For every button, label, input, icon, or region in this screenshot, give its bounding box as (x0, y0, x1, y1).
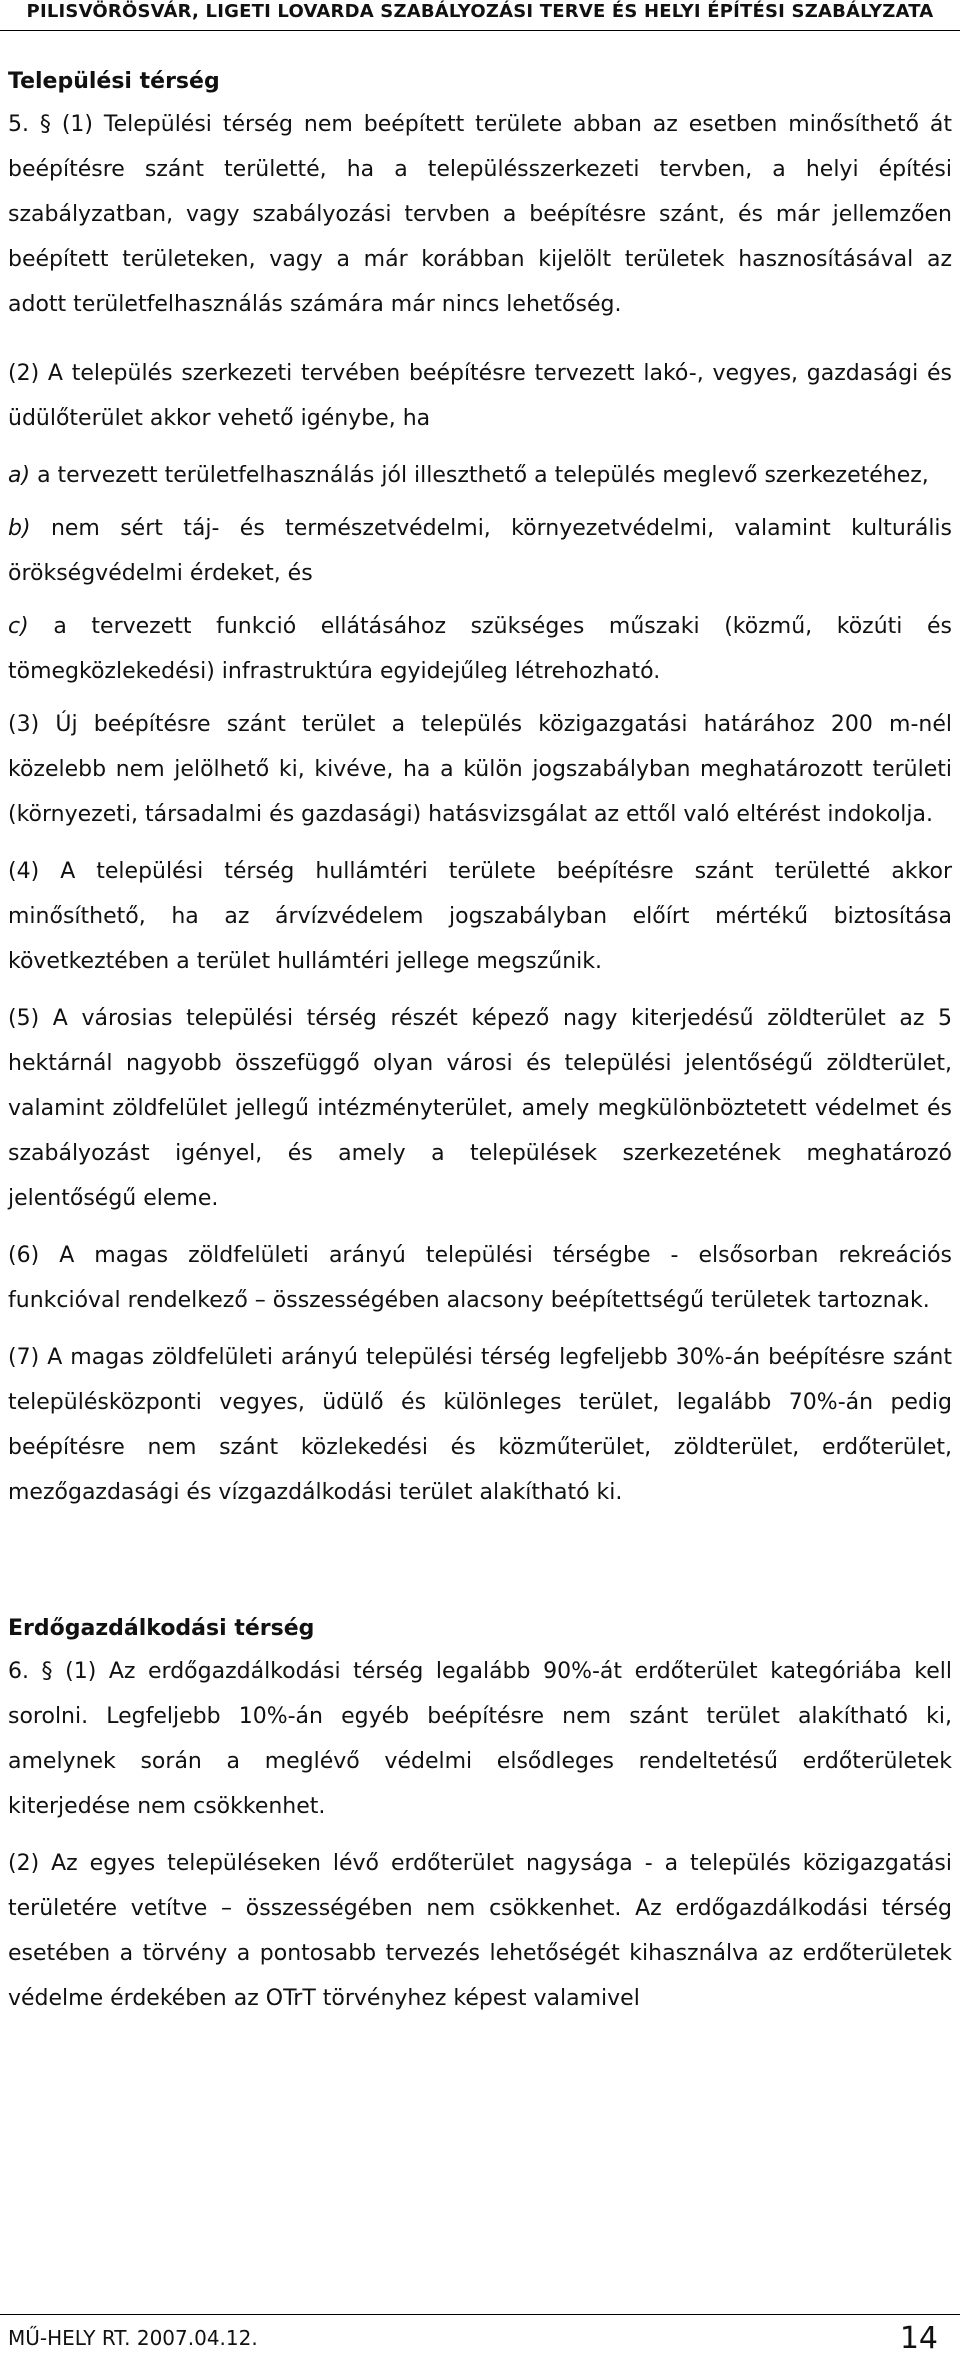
section-heading-erdogazdalkodasi-terseg: Erdőgazdálkodási térség (8, 1616, 315, 1641)
list-item-text: a tervezett területfelhasználás jól illeszthető a település meglevő szerkezetéhez, (37, 463, 929, 488)
paragraph-6-1: 6. § (1) Az erdőgazdálkodási térség legalább 90%-át erdőterület kategóriába kell sorolni. Legfeljebb 10%-án egyéb beépítésre nem szánt terület alakítható ki, amelynek során a meglévő védelmi elsődleges rendeltetésű erdőterületek kiterjedése nem csökkenhet. (8, 1659, 952, 1819)
list-item (8, 453, 952, 498)
page-footer (0, 2306, 960, 2366)
footer-divider (0, 2314, 960, 2315)
list-item-text: nem sért táj- és természetvédelmi, környezetvédelmi, valamint kulturális örökségvédelmi érdeket, és (8, 516, 952, 586)
section-spacer (8, 1527, 952, 1599)
section-heading-telepulesi-terseg: Települési térség (8, 69, 220, 94)
list-item (8, 604, 952, 694)
page-header (0, 0, 960, 31)
paragraph-5-1: 5. § (1) Települési térség nem beépített területe abban az esetben minősíthető át beépítésre szánt területté, ha a településszerkezeti tervben, a helyi építési szabályzatban, vagy szabályozási tervben a beépítésre szánt, és már jellemzően beépített területeken, vagy a már korábban kijelölt területek hasznosításával az adott területfelhasználás számára már nincs lehetőség. (8, 112, 952, 317)
condition-list (8, 453, 952, 694)
header-title: PILISVÖRÖSVÁR, LIGETI LOVARDA SZABÁLYOZÁSI TERVE ÉS HELYI ÉPÍTÉSI SZABÁLYZATA (26, 1, 934, 22)
list-item-marker: a) (8, 463, 31, 488)
list-item-marker: b) (8, 516, 31, 541)
paragraph-5-5: (5) A városias települési térség részét képező nagy kiterjedésű zöldterület az 5 hektárnál nagyobb összefüggő olyan városi és települési jelentőségű zöldterület, valamint zöldfelület jellegű intézményterület, amely megkülönböztetett védelmet és szabályozást igényel, és amely a települések szerkezetének meghatározó jelentőségű eleme. (8, 1006, 952, 1211)
paragraph-5-6: (6) A magas zöldfelületi arányú települési térségbe - elsősorban rekreációs funkcióval rendelkező – összességében alacsony beépítettségű területek tartoznak. (8, 1243, 952, 1313)
list-item-marker: c) (8, 614, 29, 639)
paragraph-5-2: (2) A település szerkezeti tervében beépítésre tervezett lakó-, vegyes, gazdasági és üdülőterület akkor vehető igénybe, ha (8, 361, 952, 431)
footer-company-date: MŰ-HELY RT. 2007.04.12. (8, 2326, 258, 2350)
page-content (8, 52, 952, 2033)
list-item (8, 506, 952, 596)
paragraph-5-7: (7) A magas zöldfelületi arányú települési térség legfeljebb 30%-án beépítésre szánt településközponti vegyes, üdülő és különleges terület, legalább 70%-án pedig beépítésre nem szánt közlekedési és közműterület, zöldterület, erdőterület, mezőgazdasági és vízgazdálkodási terület alakítható ki. (8, 1345, 952, 1505)
paragraph-6-2: (2) Az egyes településeken lévő erdőterület nagysága - a település közigazgatási területére vetítve – összességében nem csökkenhet. Az erdőgazdálkodási térség esetében a törvény a pontosabb tervezés lehetőségét kihasználva az erdőterületek védelme érdekében az OTrT törvényhez képest valamivel (8, 1851, 952, 2011)
list-item-text: a tervezett funkció ellátásához szükséges műszaki (közmű, közúti és tömegközlekedési) infrastruktúra egyidejűleg létrehozható. (8, 614, 953, 684)
paragraph-5-3: (3) Új beépítésre szánt terület a település közigazgatási határához 200 m-nél közelebb nem jelölhető ki, kivéve, ha a külön jogszabályban meghatározott területi (környezeti, társadalmi és gazdasági) hatásvizsgálat az ettől való eltérést indokolja. (8, 712, 952, 827)
page-number: 14 (899, 2321, 938, 2356)
paragraph-5-4: (4) A települési térség hullámtéri területe beépítésre szánt területté akkor minősíthető, ha az árvízvédelem jogszabályban előírt mértékű biztosítása következtében a terület hullámtéri jellege megszűnik. (8, 859, 952, 974)
